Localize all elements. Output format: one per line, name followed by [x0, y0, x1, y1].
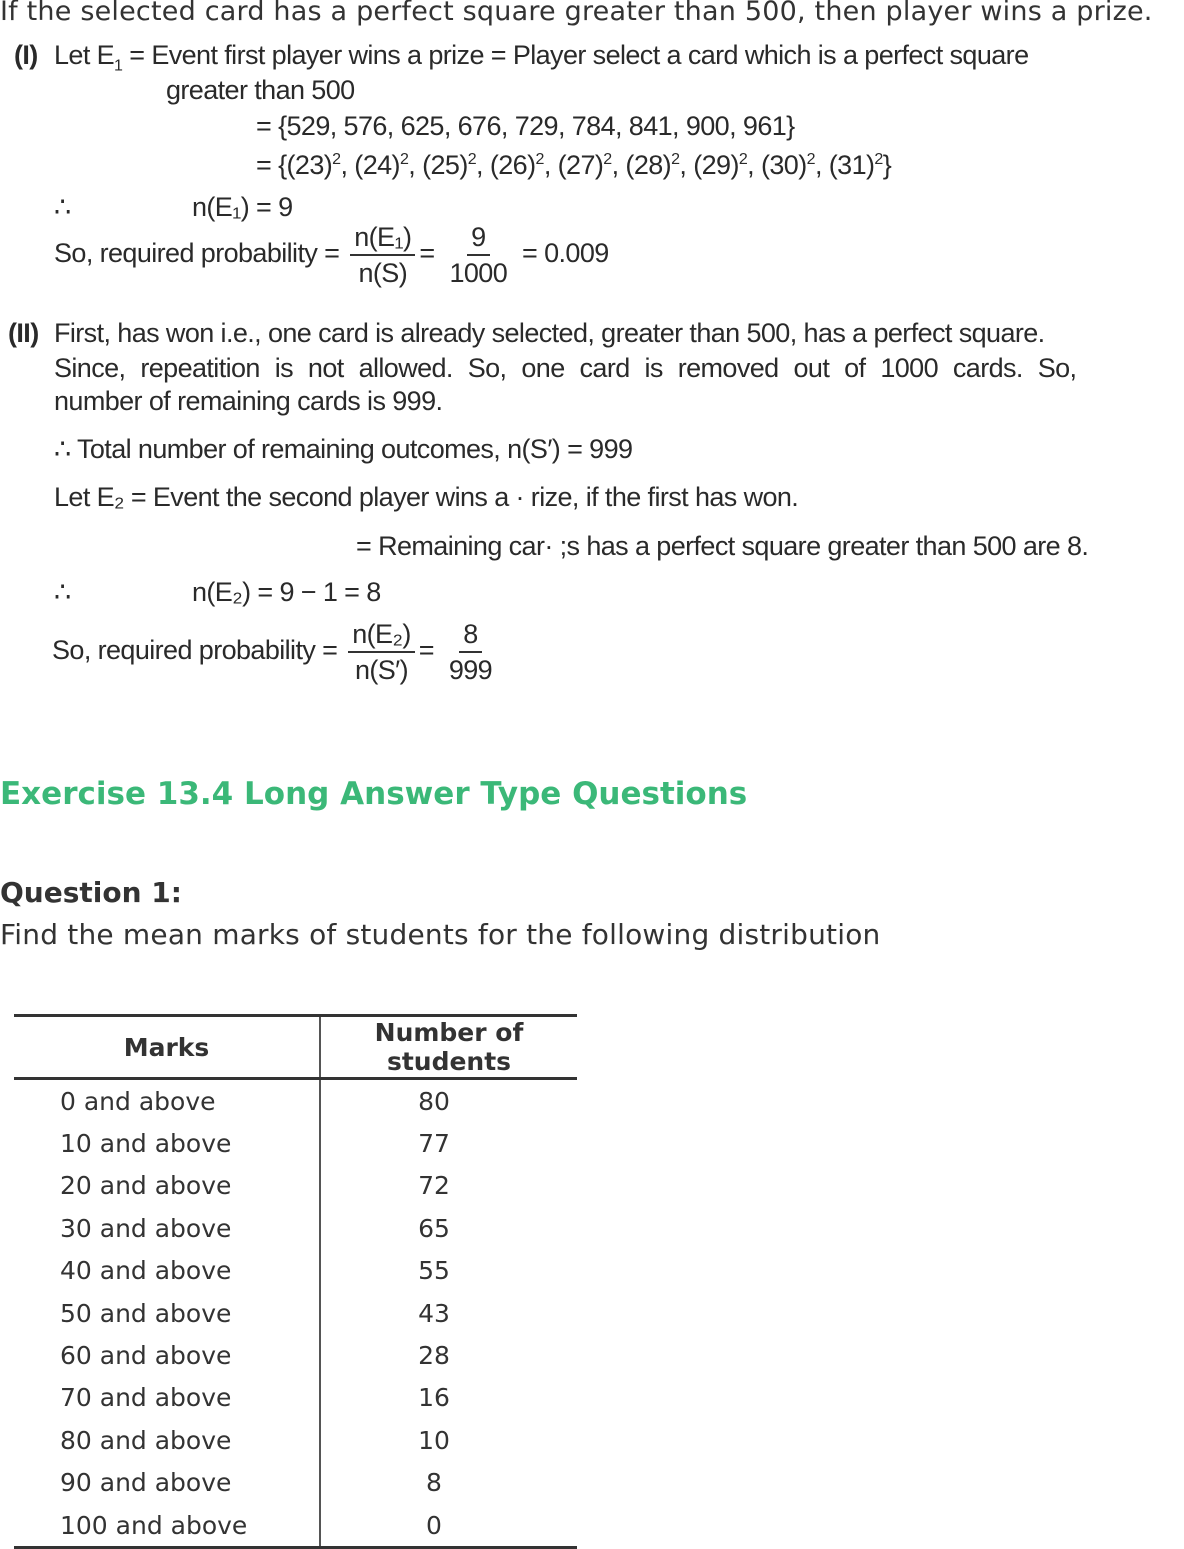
count-e1: n(E₁) = 9: [192, 192, 293, 222]
marks-cell: 40 and above: [14, 1250, 320, 1292]
exercise-heading: Exercise 13.4 Long Answer Type Questions: [0, 776, 748, 812]
square-term: $(25)^2$: [422, 150, 477, 180]
part2-para1: First, has won i.e., one card is already selected, greater than 500, has a perfect square.: [54, 318, 1045, 348]
square-term: $(28)^2$: [625, 150, 680, 180]
fraction: [445, 617, 496, 687]
part2-para3: number of remaining cards is 999.: [54, 386, 443, 416]
marks-cell: 80 and above: [14, 1419, 320, 1461]
students-cell: 80: [418, 1086, 450, 1116]
total-outcomes: ∴ Total number of remaining outcomes, n(S′) = 999: [54, 434, 633, 464]
numerator: 8: [459, 617, 481, 653]
table-header-row: [14, 1016, 577, 1079]
marks-cell: 0 and above: [14, 1079, 320, 1123]
fraction: [348, 617, 415, 687]
table-row: [14, 1207, 577, 1249]
count-e2: n(E₂) = 9 − 1 = 8: [192, 577, 381, 607]
table-row: [14, 1250, 577, 1292]
event-definition: = Event first player wins a prize = Player select a card which is a perfect square: [122, 40, 1029, 70]
denominator: n(S′): [354, 655, 409, 685]
remaining-cards: = Remaining car· ;s has a perfect square greater than 500 are 8.: [356, 531, 1089, 561]
denominator: n(S): [358, 258, 408, 288]
students-cell: 55: [418, 1256, 450, 1286]
part1-line2: greater than 500: [166, 75, 355, 105]
table-row: [14, 1334, 577, 1376]
question-title: Question 1:: [0, 876, 182, 909]
marks-cell: 50 and above: [14, 1292, 320, 1334]
table-row: [14, 1504, 577, 1548]
square-term: $(31)^2$: [828, 150, 883, 180]
students-cell: 65: [418, 1213, 450, 1243]
table-row: [14, 1165, 577, 1207]
table-row: [14, 1419, 577, 1461]
numerator: n(E₂): [348, 617, 415, 653]
prob-label: So, required probability =: [52, 635, 338, 666]
students-cell: 72: [418, 1171, 450, 1201]
square-term: $(26)^2$: [489, 150, 544, 180]
therefore-symbol: ∴: [54, 192, 71, 222]
let-e2: Let E₂ = Event the second player wins a · rize, if the first has won.: [54, 482, 799, 512]
subscript: 1: [114, 57, 123, 75]
square-term: $(27)^2$: [557, 150, 612, 180]
marks-cell: 20 and above: [14, 1165, 320, 1207]
square-term: $(30)^2$: [760, 150, 815, 180]
probability-1: So, required probability = $\frac{\text{n(E₁)}}{n(S)}$ = $\frac{9}{1000}$ = 0.009: [54, 222, 609, 288]
prob-result: = 0.009: [522, 238, 609, 269]
part-label-1: (I): [14, 40, 38, 70]
header-marks: Marks: [14, 1016, 320, 1079]
students-cell: 16: [418, 1383, 450, 1413]
table-row: [14, 1292, 577, 1334]
square-term: $(29)^2$: [693, 150, 748, 180]
probability-2: So, required probability = $\frac{\text{n(E₂)}}{n(S')}$ = $\frac{8}{999}$: [52, 617, 500, 687]
square-term: $(24)^2$: [354, 150, 409, 180]
marks-cell: 100 and above: [14, 1504, 320, 1548]
students-cell: 28: [418, 1341, 450, 1371]
marks-cell: 10 and above: [14, 1122, 320, 1164]
fraction: [445, 220, 511, 290]
denominator: 999: [448, 655, 493, 685]
table-row: [14, 1462, 577, 1504]
table-row: [14, 1079, 577, 1123]
numerator: n(E₁): [350, 220, 415, 256]
set-squares: = {$(23)^2$, $(24)^2$, $(25)^2$, $(26)^2$, $(27)^2$, $(28)^2$, $(29)^2$, $(30)^2$, $(31)^2$}: [256, 150, 892, 180]
table-row: [14, 1122, 577, 1164]
therefore-symbol: ∴: [54, 577, 71, 607]
part1-line1: [54, 40, 1029, 75]
distribution-table: [14, 1014, 577, 1549]
part2-para2: Since, repeatition is not allowed. So, one card is removed out of 1000 cards. So,: [54, 353, 1077, 383]
header-students: Number of students: [320, 1016, 577, 1079]
let-text: Let E: [54, 40, 115, 70]
intro-text: If the selected card has a perfect square greater than 500, then player wins a prize.: [0, 0, 1153, 27]
square-term: $(23)^2$: [286, 150, 341, 180]
students-cell: 77: [418, 1129, 450, 1159]
fraction: [350, 220, 415, 290]
marks-cell: 30 and above: [14, 1207, 320, 1249]
part-label-2: (II): [8, 318, 39, 348]
students-cell: 8: [426, 1468, 442, 1498]
marks-cell: 60 and above: [14, 1334, 320, 1376]
prob-label: So, required probability =: [54, 238, 340, 269]
question-text: Find the mean marks of students for the following distribution: [0, 918, 881, 951]
table-row: [14, 1377, 577, 1419]
denominator: 1000: [449, 258, 508, 288]
students-cell: 0: [426, 1510, 442, 1540]
students-cell: 10: [418, 1425, 450, 1455]
marks-cell: 90 and above: [14, 1462, 320, 1504]
numerator: 9: [467, 220, 489, 256]
set-values: = {529, 576, 625, 676, 729, 784, 841, 900, 961}: [256, 111, 795, 141]
students-cell: 43: [418, 1298, 450, 1328]
marks-cell: 70 and above: [14, 1377, 320, 1419]
